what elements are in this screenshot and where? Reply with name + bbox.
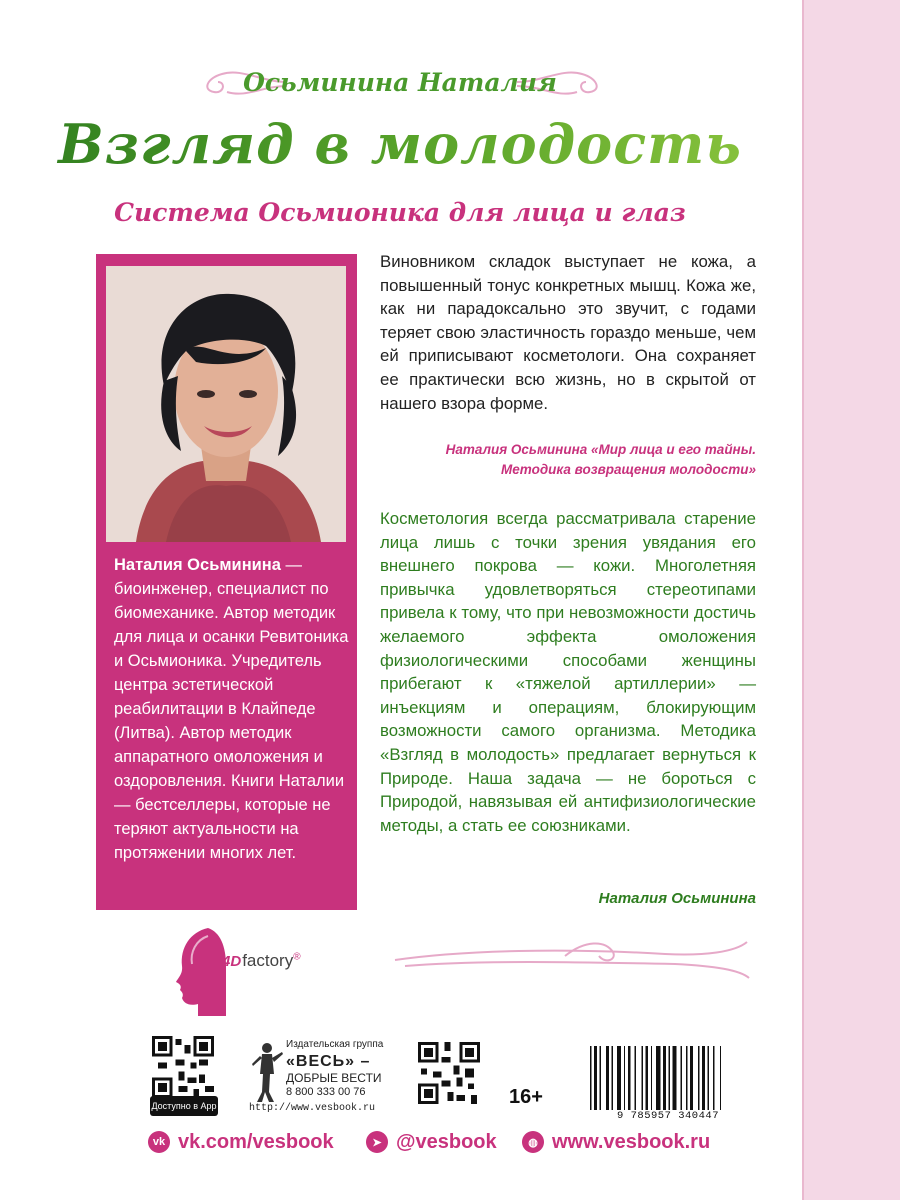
telegram-icon: ➤ [366, 1131, 388, 1153]
qr-code-left-icon [152, 1036, 214, 1098]
contact-telegram[interactable] [366, 1126, 497, 1158]
publisher-url[interactable]: http://www.vesbook.ru [249, 1103, 376, 1114]
contact-vk[interactable] [148, 1126, 334, 1158]
book-spine [802, 0, 900, 1200]
quote-source-line1: Наталия Осьминина «Мир лица и его тайны. [445, 442, 756, 457]
book-title: Взгляд в молодость [0, 112, 800, 176]
bottom-ornament-icon [385, 930, 757, 986]
contact-web-text: www.vesbook.ru [552, 1130, 711, 1153]
author-photo [106, 266, 346, 542]
author-bio [114, 553, 350, 865]
publisher-silhouette-logo-icon [168, 926, 230, 1016]
author-name: Осьминина Наталия [243, 68, 557, 97]
contact-web[interactable] [522, 1126, 710, 1158]
description-text: Косметология всегда рассматривала старение лица лишь с точки зрения увядания его внешнего покрова — кожи. Многолетняя привычка удовлетворяться стереотипами привела к тому, что при невозможности достичь желаемого эффекта омоложения физиологическими способами женщины прибегают к «тяжелой артиллерии» — инъекциям и операциям, блокирующим возможности самого организма. Методика «Взгляд в молодость» предлагает вернуться к Природе. Наша задача — не бороться с Природой, навязывая ей антифизиологические методы, а стать ее союзниками. [380, 509, 756, 835]
publisher-logo [222, 951, 301, 971]
logo-registered: ® [293, 951, 301, 963]
publisher-info [286, 1038, 394, 1099]
qr-code-center-icon [418, 1042, 480, 1104]
contact-telegram-text: @vesbook [396, 1130, 497, 1153]
publisher-name: «ВЕСЬ» – [286, 1053, 371, 1070]
publisher-phone: 8 800 333 00 76 [286, 1086, 366, 1098]
bio-text: — биоинженер, специалист по биомеханике. Автор методик для лица и осанки Ревитоника и Осьмионика. Учредитель центра эстетической реабилитации в Клайпеде (Литва). Автор методик аппаратного омоложения и оздоровления. Книги Наталии — бестселлеры, которые не теряют актуальности на протяжении многих лет. [114, 556, 349, 862]
contacts-bar [148, 1126, 760, 1158]
vk-icon: vk [148, 1131, 170, 1153]
contact-vk-text: vk.com/vesbook [178, 1130, 334, 1153]
age-rating: 16+ [509, 1086, 543, 1108]
quote-source [380, 440, 756, 480]
logo-prefix: 4D [222, 953, 242, 970]
publisher-slogan: ДОБРЫЕ ВЕСТИ [286, 1071, 382, 1085]
bio-author-name: Наталия Осьминина [114, 556, 281, 574]
quote-source-line2: Методика возвращения молодости» [501, 462, 756, 477]
publisher-group: Издательская группа [286, 1039, 384, 1050]
hermes-figure-logo-icon [250, 1040, 284, 1104]
app-store-badge[interactable]: Доступно в App Store [150, 1096, 218, 1116]
logo-name: factory [242, 951, 294, 970]
book-subtitle: Система Осьмионика для лица и глаз [114, 198, 686, 227]
globe-icon: ◍ [522, 1131, 544, 1153]
quote-text: Виновником складок выступает не кожа, а повышенный тонус конкретных мышц. Кожа же, как ни парадоксально это звучит, с годами теряет свою эластичность гораздо меньше, чем ей приписывают косметологи. Она сохраняет ее практически всю жизнь, но в скрытой от нашего взора форме. [380, 252, 756, 413]
isbn-number: 9 785957 340447 [582, 1110, 754, 1122]
signature: Наталия Осьминина [598, 890, 756, 907]
